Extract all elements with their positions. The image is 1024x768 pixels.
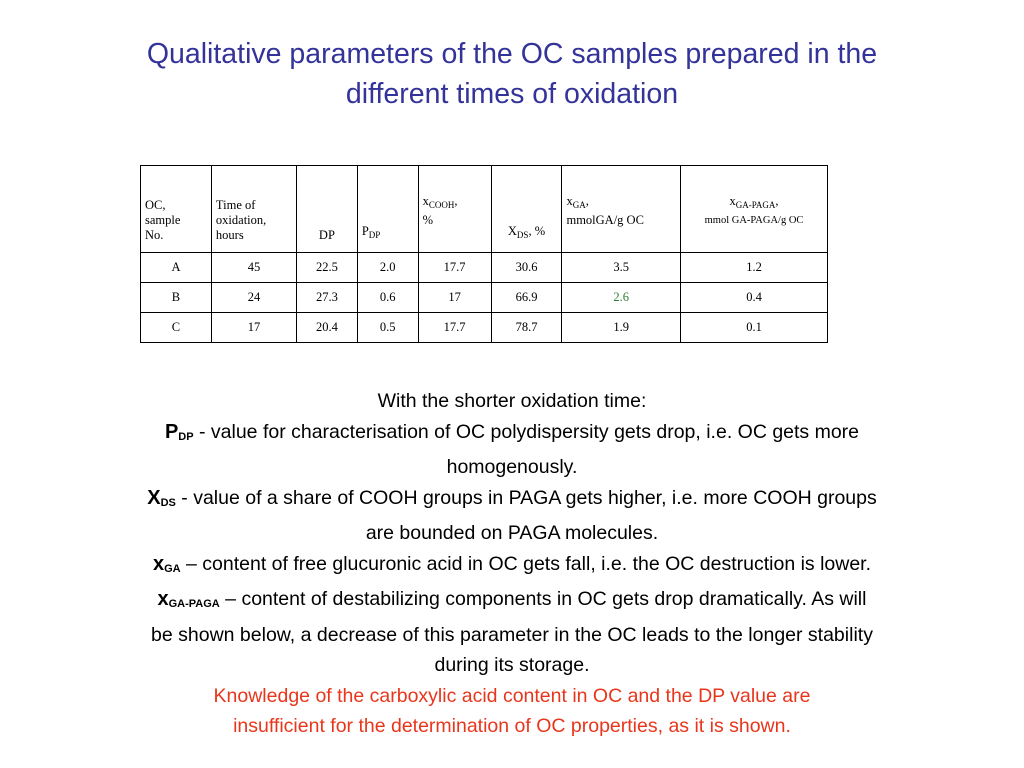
header-sample-line: sample <box>145 213 181 227</box>
title-line-2: different times of oxidation <box>345 78 679 110</box>
cell-sample: C <box>141 313 212 343</box>
header-xcooh-sub: COOH <box>428 200 455 210</box>
header-time-line: Time of <box>215 198 256 212</box>
cell-xds: 66.9 <box>491 283 562 313</box>
explanation-text <box>0 386 1024 742</box>
xgapaga-line <box>0 584 1024 620</box>
header-pdp <box>357 166 418 253</box>
pdp-symbol: P <box>164 420 179 443</box>
xgapaga-line-cont2: during its storage. <box>434 654 590 676</box>
xds-line <box>0 483 1024 519</box>
xgapaga-line-cont: be shown below, a decrease of this parameter in the OC leads to the longer stability <box>151 623 873 646</box>
cell-xga-highlighted: 2.6 <box>562 283 681 313</box>
xds-subscript: DS <box>160 496 176 509</box>
intro-line: With the shorter oxidation time: <box>377 390 647 412</box>
cell-xds: 78.7 <box>491 313 562 343</box>
cell-pdp: 0.6 <box>357 283 418 313</box>
cell-pdp: 0.5 <box>357 313 418 343</box>
pdp-line <box>0 417 1024 453</box>
table-row <box>141 253 828 283</box>
header-sample-line: OC, <box>145 198 166 212</box>
cell-dp: 27.3 <box>297 283 358 313</box>
cell-sample: B <box>141 283 212 313</box>
header-xgapaga-tail: , <box>775 194 779 208</box>
header-pdp-sub: DP <box>368 230 381 240</box>
table-row <box>141 313 828 343</box>
title-line-1: Qualitative parameters of the OC samples prepared in the <box>146 38 878 70</box>
cell-xcooh: 17.7 <box>418 253 491 283</box>
xga-text: – content of free glucuronic acid in OC gets fall, i.e. the OC destruction is lower. <box>180 552 872 575</box>
table-header-row <box>141 166 828 253</box>
cell-sample: A <box>141 253 212 283</box>
header-xga <box>562 166 681 253</box>
header-xga-main: x <box>566 194 573 208</box>
cell-time: 17 <box>211 313 296 343</box>
xgapaga-symbol: x <box>157 588 169 610</box>
header-xcooh-unit: % <box>422 213 434 227</box>
header-xga-unit: mmolGA/g OC <box>566 213 644 227</box>
cell-time: 45 <box>211 253 296 283</box>
header-sample <box>141 166 212 253</box>
cell-xcooh: 17.7 <box>418 313 491 343</box>
cell-xga: 3.5 <box>562 253 681 283</box>
pdp-subscript: DP <box>178 430 194 443</box>
header-xcooh <box>418 166 491 253</box>
header-xds-sub: DS <box>516 230 529 240</box>
cell-dp: 20.4 <box>297 313 358 343</box>
xds-text: - value of a share of COOH groups in PAGA gets higher, i.e. more COOH groups <box>175 486 877 509</box>
header-xds-main: X <box>507 224 517 238</box>
xds-symbol: X <box>147 486 161 509</box>
header-dp: DP <box>297 166 358 253</box>
pdp-line-cont: homogenously. <box>446 456 578 478</box>
xgapaga-text: – content of destabilizing components in OC gets drop dramatically. As will <box>219 588 867 610</box>
cell-xgapaga: 0.4 <box>681 283 828 313</box>
header-xcooh-main: x <box>422 194 429 208</box>
header-xga-tail: , <box>585 194 589 208</box>
cell-xgapaga: 1.2 <box>681 253 828 283</box>
cell-xcooh: 17 <box>418 283 491 313</box>
cell-time: 24 <box>211 283 296 313</box>
conclusion-line-2: insufficient for the determination of OC properties, as it is shown. <box>233 715 791 737</box>
cell-xgapaga: 0.1 <box>681 313 828 343</box>
header-pdp-main: P <box>361 224 369 238</box>
table-row <box>141 283 828 313</box>
xds-line-cont: are bounded on PAGA molecules. <box>365 522 659 544</box>
header-xgapaga-sub: GA-PAGA <box>735 200 776 210</box>
conclusion-line-1: Knowledge of the carboxylic acid content in OC and the DP value are <box>213 684 811 707</box>
header-xga-sub: GA <box>572 200 586 210</box>
header-xgapaga-unit: mmol GA-PAGA/g OC <box>704 215 804 226</box>
cell-pdp: 2.0 <box>357 253 418 283</box>
header-xgapaga-main: x <box>729 194 736 208</box>
header-time-line: oxidation, <box>215 213 267 227</box>
header-xds-tail: , % <box>528 224 546 238</box>
pdp-text: - value for characterisation of OC polydispersity gets drop, i.e. OC gets more <box>193 420 860 443</box>
xga-symbol: x <box>152 552 165 575</box>
header-time <box>211 166 296 253</box>
parameters-table <box>140 165 828 343</box>
header-sample-line: No. <box>145 228 164 242</box>
header-xcooh-tail: , <box>454 194 458 208</box>
cell-dp: 22.5 <box>297 253 358 283</box>
cell-xga: 1.9 <box>562 313 681 343</box>
header-xds <box>491 166 562 253</box>
xgapaga-subscript: GA-PAGA <box>168 598 220 610</box>
cell-xds: 30.6 <box>491 253 562 283</box>
xga-line <box>0 549 1024 585</box>
slide-title <box>0 34 1024 114</box>
header-time-line: hours <box>215 228 244 242</box>
xga-subscript: GA <box>164 562 181 575</box>
header-xgapaga <box>681 166 828 253</box>
